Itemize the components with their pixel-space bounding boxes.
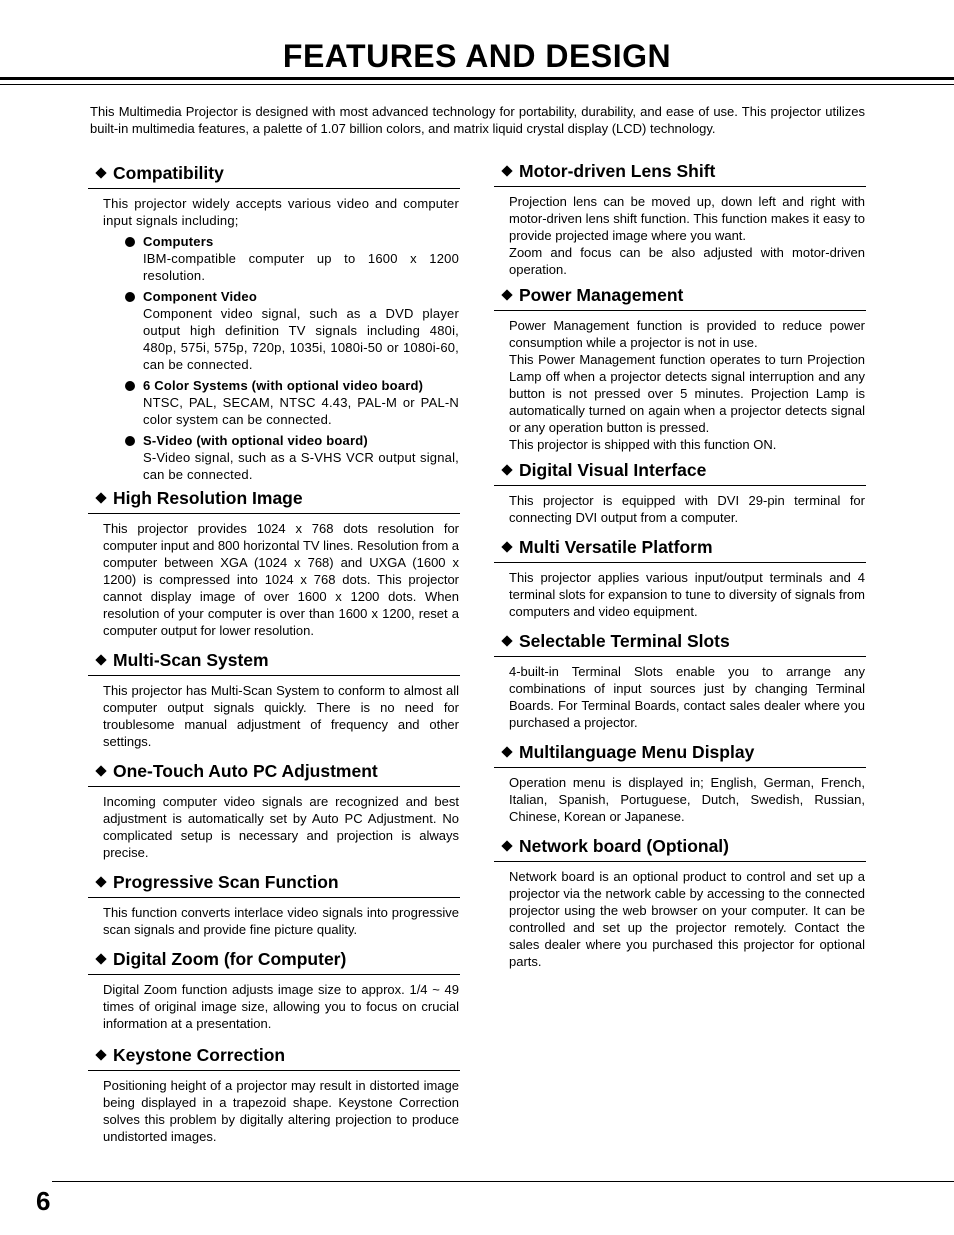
section-title: Progressive Scan Function <box>113 872 339 892</box>
section-title: Multi-Scan System <box>113 650 269 670</box>
diamond-bullet-icon <box>95 1049 106 1060</box>
section-text: This projector provides 1024 x 768 dots resolution for computer input and 800 horizontal TV lines. Resolution from a computer between XGA (1024 x 768) and UXGA (1600 x 1200) is compressed into 1024 x 768 dots. This projector cannot display image of over 1600 x 1200 dots. When resolution of your computer is over than 1600 x 1200, reset a computer output for lower resolution. <box>103 521 460 638</box>
section-body <box>88 975 460 1032</box>
section-text: Zoom and focus can be also adjusted with motor-driven operation. <box>509 245 865 277</box>
section-title: Selectable Terminal Slots <box>519 631 730 651</box>
section-text: Digital Zoom function adjusts image size to approx. 1/4 ~ 49 times of original image size, allowing you to focus on crucial information at a presentation. <box>103 982 459 1031</box>
bullet-text: NTSC, PAL, SECAM, NTSC 4.43, PAL-M or PAL-N color system can be connected. <box>143 395 459 427</box>
list-item <box>103 377 459 428</box>
section-heading <box>494 835 866 862</box>
section-one-touch-auto-pc-adjustment <box>88 760 460 861</box>
section-title: High Resolution Image <box>113 488 303 508</box>
bullet-title: Component Video <box>143 289 257 304</box>
section-text: This projector widely accepts various video and computer input signals including; <box>103 196 459 228</box>
section-digital-visual-interface <box>494 459 866 526</box>
section-body <box>494 862 866 970</box>
section-title: Digital Zoom (for Computer) <box>113 949 347 969</box>
section-high-resolution-image <box>88 487 460 639</box>
bullet-dot-icon <box>125 436 135 446</box>
bullet-dot-icon <box>125 292 135 302</box>
diamond-bullet-icon <box>95 654 106 665</box>
right-column <box>494 160 866 970</box>
bullet-text: IBM-compatible computer up to 1600 x 1200 resolution. <box>143 251 459 283</box>
bullet-text: Component video signal, such as a DVD player output high definition TV signals including 480i, 480p, 575i, 575p, 720p, 1035i, 1080i-50 or 1080i-60, can be connected. <box>143 306 459 372</box>
section-heading <box>88 649 460 676</box>
section-motor-driven-lens-shift <box>494 160 866 278</box>
section-digital-zoom <box>88 948 460 1032</box>
section-body <box>88 787 460 861</box>
bullet-title: 6 Color Systems (with optional video board) <box>143 378 424 393</box>
diamond-bullet-icon <box>501 635 512 646</box>
section-title: Power Management <box>519 285 684 305</box>
list-item <box>103 432 459 483</box>
section-title: Multi Versatile Platform <box>519 537 713 557</box>
list-item <box>103 288 459 373</box>
title-rule <box>0 77 954 80</box>
section-heading <box>88 760 460 787</box>
section-multilanguage-menu-display <box>494 741 866 825</box>
section-text: This Power Management function operates to turn Projection Lamp off when a projector detects signal interruption and any button is not pressed over 5 minutes. Projection Lamp is automatically turned on again when a projector detects signal or any operation button is pressed. <box>509 352 865 435</box>
section-body <box>494 768 866 825</box>
section-body <box>494 311 866 453</box>
section-body <box>88 898 460 938</box>
diamond-bullet-icon <box>501 165 512 176</box>
section-text: This projector is equipped with DVI 29-pin terminal for connecting DVI output from a computer. <box>509 493 865 525</box>
section-text: 4-built-in Terminal Slots enable you to arrange any combinations of input sources just by changing Terminal Boards. For Terminal Boards, contact sales dealer where you purchased a projector. <box>509 664 865 730</box>
diamond-bullet-icon <box>95 492 106 503</box>
section-body <box>494 563 866 620</box>
section-heading <box>494 160 866 187</box>
section-text: Network board is an optional product to control and set up a projector via the network cable by accessing to the connected projector using the web browser on your computer. It can be controlled and set up the projector remotely. Contact the sales dealer where you purchased this projector for optional parts. <box>509 869 865 969</box>
section-body <box>494 486 866 526</box>
bullet-title: S-Video (with optional video board) <box>143 433 368 448</box>
signal-list <box>103 233 459 483</box>
diamond-bullet-icon <box>95 765 106 776</box>
intro-paragraph: This Multimedia Projector is designed with most advanced technology for portability, durability, and ease of use. This projector utilizes built-in multimedia features, a palette of 1.07 billion colors, and matrix liquid crystal display (LCD) technology. <box>90 104 865 136</box>
section-body <box>494 657 866 731</box>
section-keystone-correction <box>88 1044 460 1145</box>
page-number: 6 <box>36 1186 51 1216</box>
bullet-title: Computers <box>143 234 214 249</box>
left-column <box>88 162 460 1145</box>
list-item <box>103 233 459 284</box>
diamond-bullet-icon <box>95 953 106 964</box>
section-selectable-terminal-slots <box>494 630 866 731</box>
section-text: Positioning height of a projector may result in distorted image being displayed in a trapezoid shape. Keystone Correction solves this problem by digitally altering projection to produce undistorted images. <box>103 1078 459 1144</box>
title-rule-thin <box>0 84 954 85</box>
section-heading <box>494 536 866 563</box>
section-heading <box>494 459 866 486</box>
section-multi-versatile-platform <box>494 536 866 620</box>
section-title: Motor-driven Lens Shift <box>519 161 716 181</box>
section-multi-scan-system <box>88 649 460 750</box>
section-title: Digital Visual Interface <box>519 460 707 480</box>
section-compatibility <box>88 162 460 483</box>
section-title: Multilanguage Menu Display <box>519 742 755 762</box>
diamond-bullet-icon <box>501 840 512 851</box>
section-text: Power Management function is provided to reduce power consumption while a projector is not in use. <box>509 318 865 350</box>
section-power-management <box>494 284 866 453</box>
section-heading <box>88 487 460 514</box>
section-text: Incoming computer video signals are recognized and best adjustment is automatically set by Auto PC Adjustment. No complicated setup is necessary and projection is always precise. <box>103 794 459 860</box>
section-progressive-scan-function <box>88 871 460 938</box>
section-text: This projector is shipped with this function ON. <box>509 437 777 452</box>
section-heading <box>88 871 460 898</box>
diamond-bullet-icon <box>501 746 512 757</box>
section-heading <box>494 630 866 657</box>
section-text: This projector applies various input/output terminals and 4 terminal slots for expansion to tune to diversity of signals from computers and video equipment. <box>509 570 865 619</box>
footer-rule <box>52 1181 954 1182</box>
section-title: Compatibility <box>113 163 224 183</box>
section-body <box>88 514 460 639</box>
diamond-bullet-icon <box>501 289 512 300</box>
section-text: This projector has Multi-Scan System to conform to almost all computer output signals quickly. There is no need for troublesome manual adjustment of frequency and other settings. <box>103 683 459 749</box>
section-title: Network board (Optional) <box>519 836 729 856</box>
page-title: FEATURES AND DESIGN <box>282 38 672 74</box>
section-title: One-Touch Auto PC Adjustment <box>113 761 378 781</box>
diamond-bullet-icon <box>95 167 106 178</box>
bullet-text: S-Video signal, such as a S-VHS VCR output signal, can be connected. <box>143 450 459 482</box>
section-heading <box>494 741 866 768</box>
diamond-bullet-icon <box>95 876 106 887</box>
diamond-bullet-icon <box>501 464 512 475</box>
section-heading <box>88 162 460 189</box>
section-heading <box>88 1044 460 1071</box>
section-heading <box>494 284 866 311</box>
section-body <box>494 187 866 278</box>
section-text: Operation menu is displayed in; English, German, French, Italian, Spanish, Portuguese, Dutch, Swedish, Russian, Chinese, Korean or Japanese. <box>509 775 865 824</box>
section-body <box>88 189 460 483</box>
section-text: Projection lens can be moved up, down left and right with motor-driven lens shift function. This function makes it easy to provide projected image where you want. <box>509 194 865 243</box>
section-body <box>88 1071 460 1145</box>
section-text: This function converts interlace video signals into progressive scan signals and provide fine picture quality. <box>103 905 459 937</box>
bullet-dot-icon <box>125 381 135 391</box>
section-title: Keystone Correction <box>113 1045 286 1065</box>
bullet-dot-icon <box>125 237 135 247</box>
section-body <box>88 676 460 750</box>
diamond-bullet-icon <box>501 541 512 552</box>
section-heading <box>88 948 460 975</box>
section-network-board <box>494 835 866 970</box>
